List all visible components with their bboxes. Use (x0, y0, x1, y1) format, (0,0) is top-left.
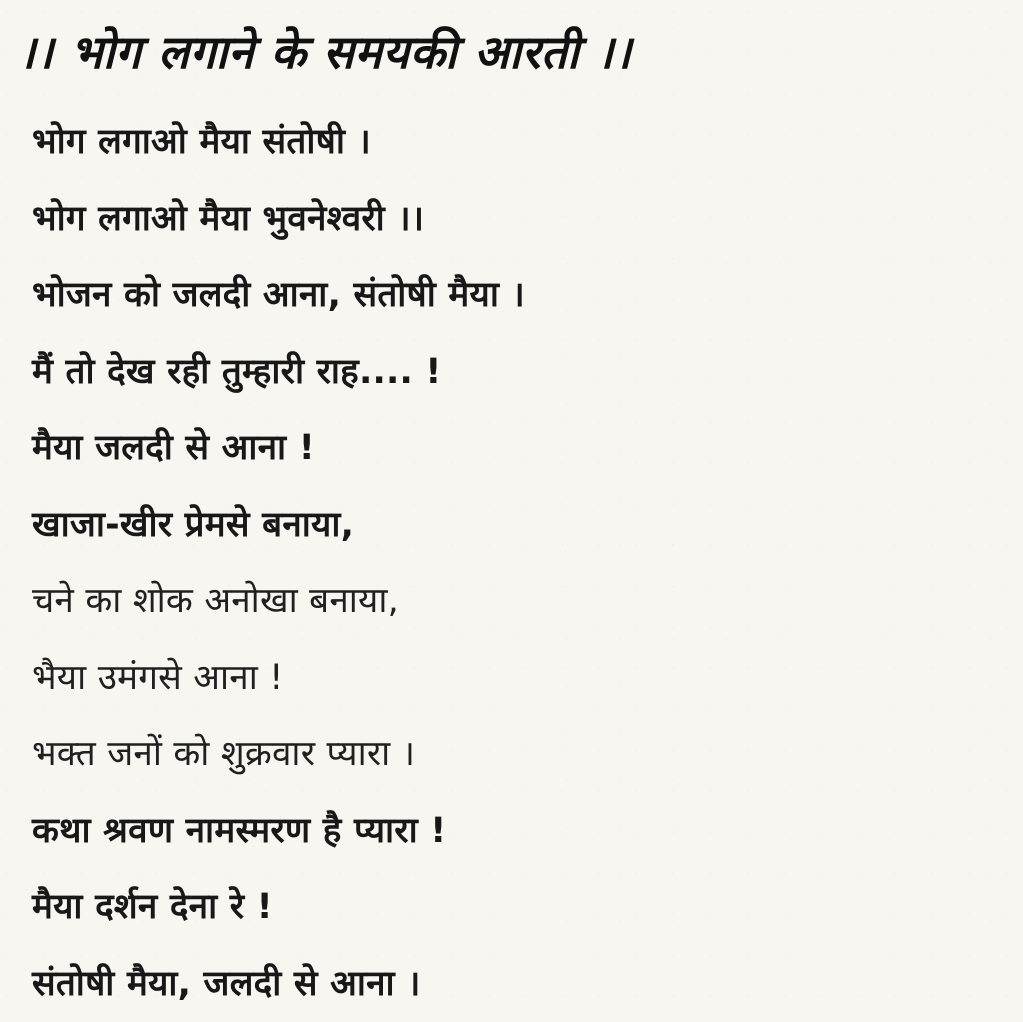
verse-line-7: चने का शोक अनोखा बनाया, (32, 563, 1002, 640)
verse-line-11: मैया दर्शन देना रे ! (32, 869, 1002, 946)
verse-line-4: मैं तो देख रही तुम्हारी राह.... ! (32, 334, 1002, 411)
verse-line-2: भोग लगाओ मैया भुवनेश्वरी ।। (32, 181, 1002, 258)
verse-line-1: भोग लगाओ मैया संतोषी । (32, 104, 1002, 181)
verse-line-6: खाजा-खीर प्रेमसे बनाया, (32, 487, 1002, 564)
verse-line-12: संतोषी मैया, जलदी से आना । (32, 946, 1002, 1022)
aarti-verse-list (32, 104, 1002, 1022)
aarti-title: ।। भोग लगाने के समयकी आरती ।। (18, 16, 1008, 88)
verse-line-5: मैया जलदी से आना ! (32, 410, 1002, 487)
verse-line-3: भोजन को जलदी आना, संतोषी मैया । (32, 257, 1002, 334)
verse-line-10: कथा श्रवण नामस्मरण है प्यारा ! (32, 793, 1002, 870)
verse-line-8: भैया उमंगसे आना ! (32, 640, 1002, 717)
verse-line-9: भक्त जनों को शुक्रवार प्यारा । (32, 716, 1002, 793)
